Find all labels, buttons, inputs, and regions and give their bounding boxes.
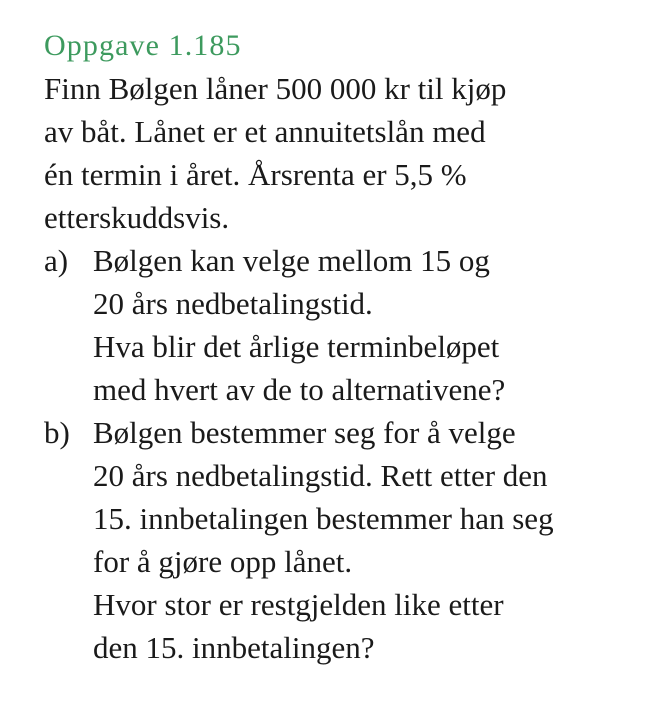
intro-line: én termin i året. Årsrenta er 5,5 % <box>44 157 467 192</box>
task-line: Hva blir det årlige terminbeløpet <box>93 329 500 364</box>
task-line: 15. innbetalingen bestemmer han seg <box>93 501 554 536</box>
task-line: Bølgen bestemmer seg for å velge <box>93 415 516 450</box>
task-body-b <box>93 411 642 669</box>
intro-line: av båt. Lånet er et annuitetslån med <box>44 114 486 149</box>
task-item-b <box>44 411 642 669</box>
task-line: for å gjøre opp lånet. <box>93 544 353 579</box>
task-item-a <box>44 239 642 411</box>
intro-line: Finn Bølgen låner 500 000 kr til kjøp <box>44 71 507 106</box>
task-line: Hvor stor er restgjelden like etter <box>93 587 504 622</box>
task-line: 20 års nedbetalingstid. <box>93 286 373 321</box>
task-line: med hvert av de to alternativene? <box>93 372 506 407</box>
task-marker-b: b) <box>44 415 70 450</box>
task-line: den 15. innbetalingen? <box>93 630 375 665</box>
exercise-heading: Oppgave 1.185 <box>44 29 242 62</box>
task-list <box>44 239 642 669</box>
task-line: Bølgen kan velge mellom 15 og <box>93 243 490 278</box>
intro-paragraph <box>44 67 609 239</box>
document-content <box>44 24 642 669</box>
task-body-a <box>93 239 642 411</box>
task-marker-a: a) <box>44 243 69 278</box>
intro-line: etterskuddsvis. <box>44 200 230 235</box>
task-line: 20 års nedbetalingstid. Rett etter den <box>93 458 548 493</box>
